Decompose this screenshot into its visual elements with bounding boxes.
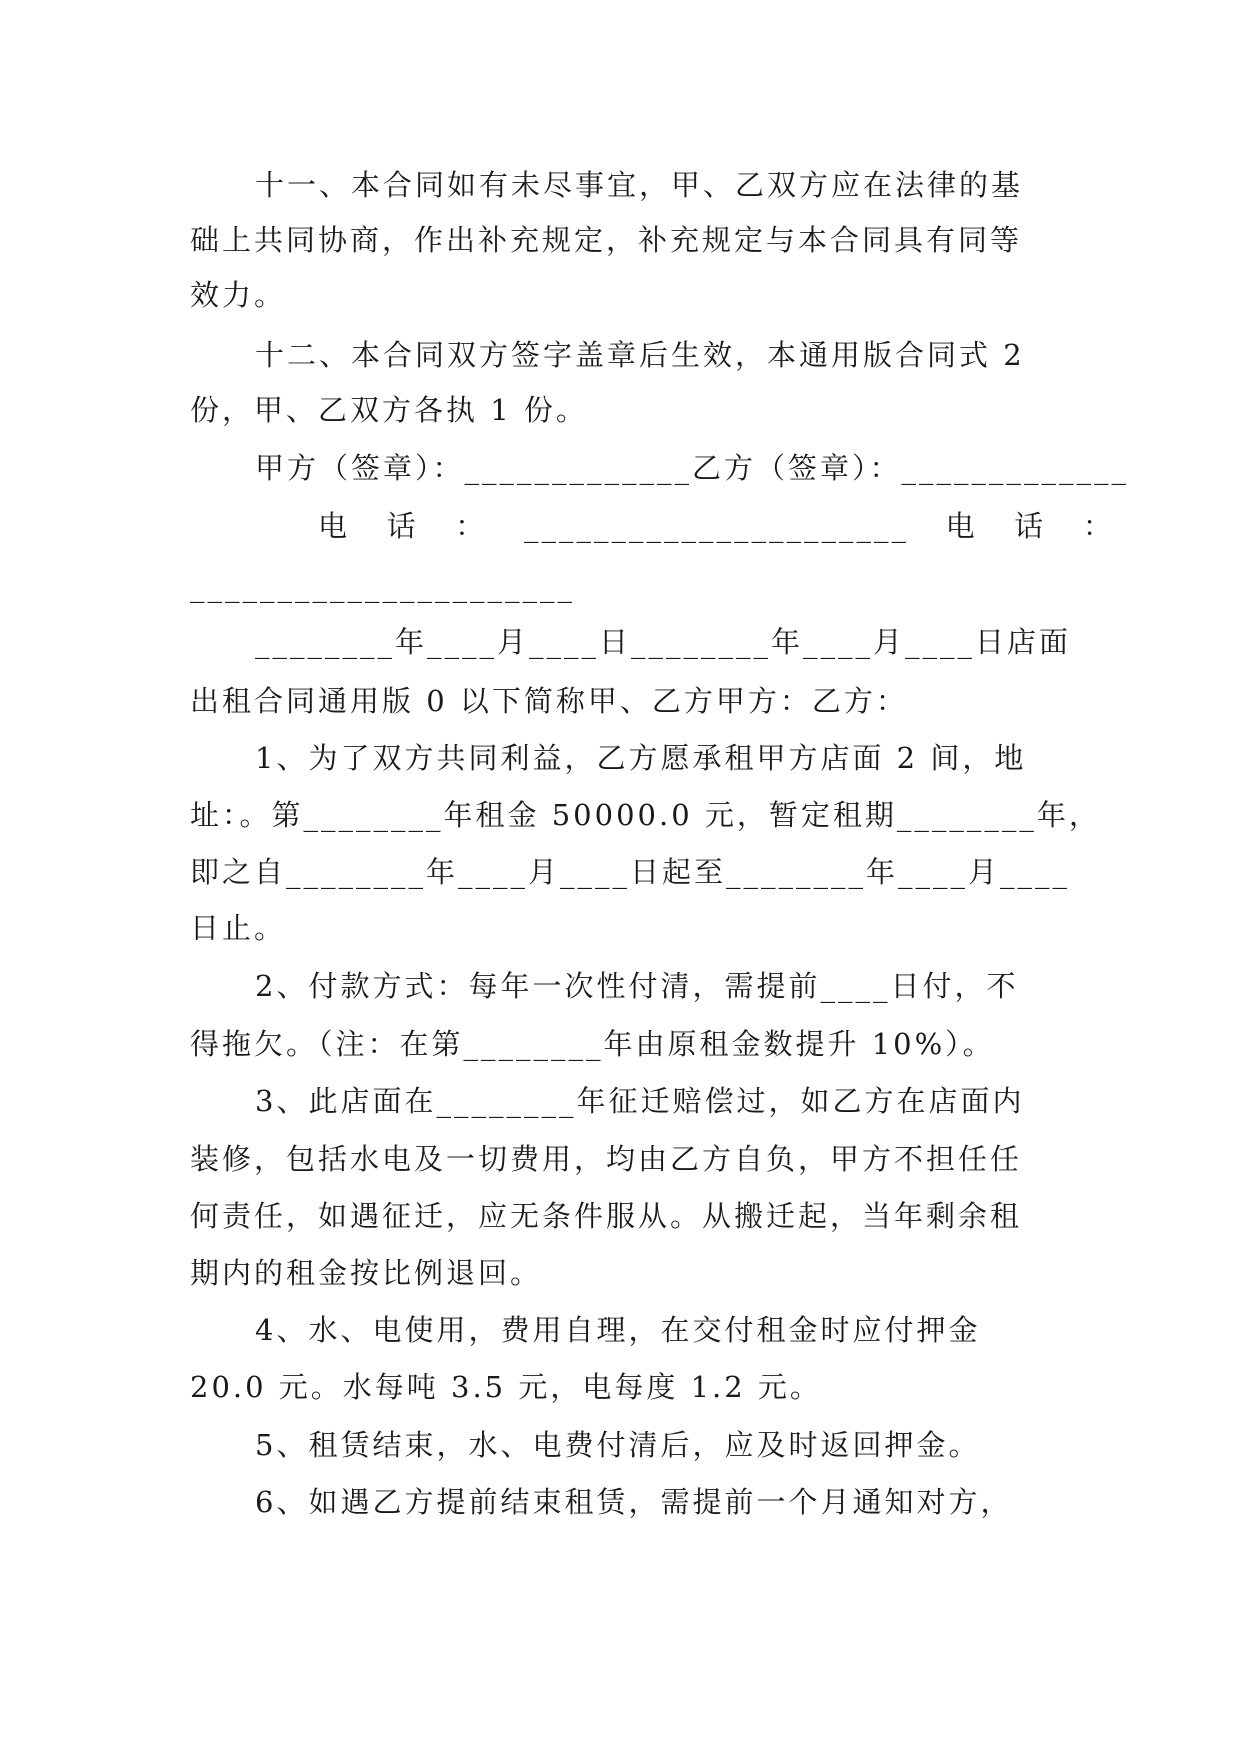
text-line: 期内的租金按比例退回。 [190,1256,543,1290]
text-line: 础上共同协商，作出补充规定，补充规定与本合同具有同等 [190,223,1023,257]
phone-line: 电 话 ： ______________________ 电 话 ： [318,509,1115,543]
text-line: 得拖欠。（注：在第________年由原租金数提升 10%）。 [190,1027,995,1061]
phone-underline: ______________________ [190,569,575,603]
text-line: 2、付款方式：每年一次性付清，需提前____日付，不 [255,969,1019,1003]
text-line: 5、租赁结束，水、电费付清后，应及时返回押金。 [255,1428,981,1462]
text-line: 十二、本合同双方签字盖章后生效，本通用版合同式 2 [255,338,1025,372]
text-line: 何责任，如遇征迁，应无条件服从。从搬迁起，当年剩余租 [190,1199,1023,1233]
text-line: 20.0 元。水每吨 3.5 元，电每度 1.2 元。 [190,1370,822,1404]
text-line: 装修，包括水电及一切费用，均由乙方自负，甲方不担任任 [190,1142,1023,1176]
text-line: 6、如遇乙方提前结束租赁，需提前一个月通知对方， [255,1485,1013,1519]
text-line: 日止。 [190,911,287,945]
text-line: 效力。 [190,278,287,312]
text-line: 即之自________年____月____日起至________年____月____ [190,855,1071,889]
text-line: ________年____月____日________年____月____日店面 [255,625,1072,659]
text-line: 出租合同通用版 0 以下简称甲、乙方甲方：乙方： [190,684,908,718]
text-line: 1、为了双方共同利益，乙方愿承租甲方店面 2 间，地 [255,741,1027,775]
text-line: 4、水、电使用，费用自理，在交付租金时应付押金 [255,1313,981,1347]
text-line: 十一、本合同如有未尽事宜，甲、乙双方应在法律的基 [255,168,1024,202]
text-line: 3、此店面在________年征迁赔偿过，如乙方在店面内 [255,1084,1025,1118]
signature-line: 甲方（签章）：_____________乙方（签章）：_____________ [255,451,1130,485]
text-line: 址：。第________年租金 50000.0 元，暂定租期________年， [190,798,1101,832]
text-line: 份，甲、乙双方各执 1 份。 [190,393,588,427]
